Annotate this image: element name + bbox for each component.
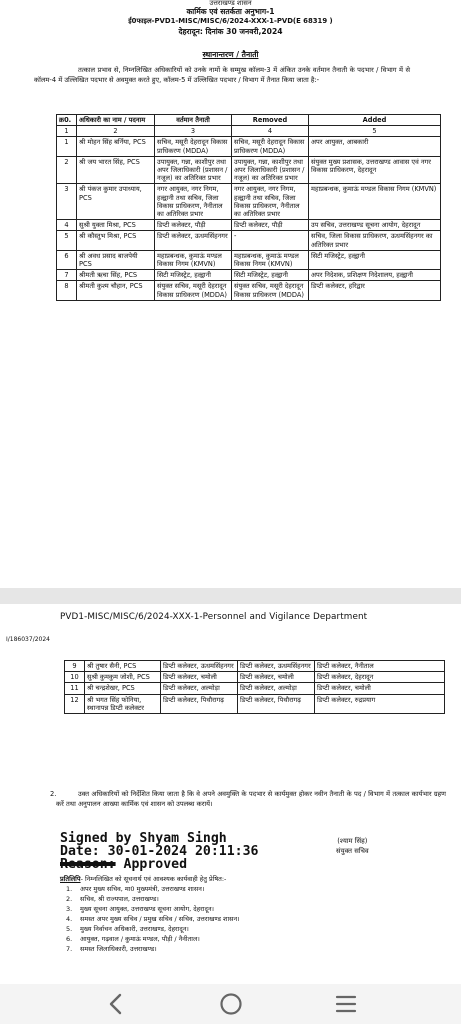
header-cell: वर्तमान तैनाती [155, 115, 232, 126]
current-posting-cell: डिप्टी कलेक्टर, ऊधमसिंहनगर [161, 661, 238, 672]
serial-number-cell: 12 [65, 694, 85, 713]
back-icon[interactable] [103, 992, 129, 1016]
column-number: 2 [77, 126, 155, 137]
reason-value: Approved [123, 857, 188, 872]
serial-number-cell: 2 [57, 156, 77, 184]
added-cell: सचिव, जिला विकास प्राधिकरण, ऊधमसिंहनगर का अतिरिक्त प्रभार [309, 231, 441, 250]
current-posting-cell: सचिव, मसूरी देहरादून विकास प्राधिकरण (MDDA) [155, 137, 232, 156]
officer-name-cell: श्रीमती ऋचा सिंह, PCS [77, 270, 155, 281]
removed-cell: उपायुक्त, गन्ना, काशीपुर तथा अपर जिलाधिकारी (प्रशासन / नजूल) का अतिरिक्त प्रभार [232, 156, 309, 184]
home-icon-glyph [218, 992, 244, 1016]
list-item-text: अपर मुख्य सचिव, मा0 मुख्यमंत्री, उत्तराखण्ड शासन। [80, 885, 205, 893]
list-item-text: मुख्य निर्वाचन अधिकारी, उत्तराखण्ड, देहरादून। [80, 925, 189, 933]
current-posting-cell: डिप्टी कलेक्टर, चमोली [161, 672, 238, 683]
added-cell: संयुक्त मुख्य प्रशासक, उत्तराखण्ड आवास एवं नगर विकास प्राधिकरण, देहरादून [309, 156, 441, 184]
signed-by: Signed by Shyam Singh [60, 831, 227, 846]
serial-number-cell: 1 [57, 137, 77, 156]
list-item-text: सचिव, श्री राज्यपाल, उत्तराखण्ड। [80, 895, 159, 903]
table-row [57, 156, 441, 184]
header-cell: Added [309, 115, 441, 126]
paragraph-number: 2. [50, 790, 57, 798]
list-item-number: 4. [66, 915, 73, 923]
current-posting-cell: डिप्टी कलेक्टर, ऊधमसिंहनगर [155, 231, 232, 250]
table-column-number-row [57, 126, 441, 137]
current-posting-cell: सिटी मजिस्ट्रेट, हल्द्वानी [155, 270, 232, 281]
added-cell: अपर आयुक्त, आबकारी [309, 137, 441, 156]
officer-name-cell: श्री चन्द्रशेखर, PCS [85, 683, 161, 694]
removed-cell: सिटी मजिस्ट्रेट, हल्द्वानी [232, 270, 309, 281]
list-item [66, 904, 440, 914]
officer-name-cell: श्री तुषार सैनी, PCS [85, 661, 161, 672]
removed-cell: संयुक्त सचिव, मसूरी देहरादून विकास प्राधिकरण (MDDA) [232, 281, 309, 300]
current-posting-cell: महाप्रबन्धक, कुमाऊं मण्डल विकास निगम (KMVN) [155, 250, 232, 269]
column-number: 1 [57, 126, 77, 137]
officer-name-cell: श्री कौस्तुभ मिश्रा, PCS [77, 231, 155, 250]
list-item-number: 2. [66, 895, 73, 903]
officer-name-cell: श्री अवध प्रसाद बाजपेयी PCS [77, 250, 155, 269]
list-item-number: 3. [66, 905, 73, 913]
copy-to-text: - निम्नलिखित को सूचनार्थ एवं आवश्यक कार्यवाही हेतु प्रेषित:- [80, 875, 227, 883]
copy-to-label: प्रतिलिपि [60, 875, 81, 883]
column-number: 3 [155, 126, 232, 137]
column-number: 4 [232, 126, 309, 137]
removed-cell: सचिव, मसूरी देहरादून विकास प्राधिकरण (MDDA) [232, 137, 309, 156]
serial-number-cell: 3 [57, 184, 77, 220]
removed-cell: डिप्टी कलेक्टर, पौड़ी [232, 220, 309, 231]
officer-name-cell: श्री मोहन सिंह बर्निया, PCS [77, 137, 155, 156]
removed-cell: डिप्टी कलेक्टर, ऊधमसिंहनगर [238, 661, 315, 672]
officer-name-cell: श्री भगत सिंह फोनिया, स्थानापन्न डिप्टी कलेक्टर [85, 694, 161, 713]
added-cell: अपर निदेशक, प्रशिक्षण निदेशालय, हल्द्वानी [309, 270, 441, 281]
list-item-number: 1. [66, 885, 73, 893]
list-item-text: समस्त अपर मुख्य सचिव / प्रमुख सचिव / सचिव, उत्तराखण्ड शासन। [80, 915, 240, 923]
list-item [66, 884, 440, 894]
added-cell: डिप्टी कलेक्टर, हरिद्वार [309, 281, 441, 300]
list-item [66, 934, 440, 944]
current-posting-cell: उपायुक्त, गन्ना, काशीपुर तथा अपर जिलाधिकारी (प्रशासन / नजूल) का अतिरिक्त प्रभार [155, 156, 232, 184]
header-cell: क्र0. [57, 115, 77, 126]
table-row [65, 661, 445, 672]
menu-icon[interactable] [333, 992, 359, 1016]
table-row [57, 220, 441, 231]
table-row [65, 683, 445, 694]
copy-to-section [60, 874, 440, 954]
table-body [65, 661, 445, 714]
added-cell: डिप्टी कलेक्टर, देहरादून [315, 672, 445, 683]
table-row [65, 694, 445, 713]
document-subject: स्थानान्तरण / तैनाती [202, 50, 259, 59]
list-item [66, 924, 440, 934]
header-government: उत्तराखण्ड शासन [209, 0, 252, 7]
officer-name-cell: श्रीमती कुश्म चौहान, PCS [77, 281, 155, 300]
table-row [57, 250, 441, 269]
table-body [57, 137, 441, 300]
current-posting-cell: डिप्टी कलेक्टर, पौड़ी [155, 220, 232, 231]
serial-number-cell: 9 [65, 661, 85, 672]
copy-to-list [66, 884, 440, 954]
copy-to-heading [60, 874, 440, 884]
table-header-row [57, 115, 441, 126]
removed-cell: डिप्टी कलेक्टर, पिथौरागढ़ [238, 694, 315, 713]
officer-name-cell: सुश्री कुमकुम जोशी, PCS [85, 672, 161, 683]
table-row [57, 184, 441, 220]
officer-designation: संयुक्त सचिव [336, 847, 369, 855]
serial-number-cell: 10 [65, 672, 85, 683]
added-cell: उप सचिव, उत्तराखण्ड सूचना आयोग, देहरादून [309, 220, 441, 231]
document-page-2 [0, 604, 461, 984]
removed-cell: - [232, 231, 309, 250]
back-icon-glyph [103, 992, 129, 1016]
removed-cell: डिप्टी कलेक्टर, अल्मोड़ा [238, 683, 315, 694]
removed-cell: डिप्टी कलेक्टर, चमोली [238, 672, 315, 683]
added-cell: डिप्टी कलेक्टर, रुद्रप्रयाग [315, 694, 445, 713]
header-cell: Removed [232, 115, 309, 126]
list-item-text: आयुक्त, गढ़वाल / कुमाऊं मण्डल, पौड़ी / नैनीताल। [80, 935, 200, 943]
serial-number-cell: 11 [65, 683, 85, 694]
serial-number-cell: 6 [57, 250, 77, 269]
table-row [65, 672, 445, 683]
list-item [66, 914, 440, 924]
transfer-table-continued [64, 660, 445, 714]
list-item [66, 944, 440, 954]
android-navigation-bar [0, 984, 461, 1024]
reason-label: Reason: [60, 857, 116, 872]
serial-number-cell: 5 [57, 231, 77, 250]
list-item-number: 6. [66, 935, 73, 943]
officer-name: (श्याम सिंह) [337, 837, 368, 845]
serial-number-cell: 7 [57, 270, 77, 281]
officer-name-cell: श्री पंकज कुमार उपाध्याय, PCS [77, 184, 155, 220]
table-row [57, 137, 441, 156]
instruction-paragraph [50, 790, 446, 809]
officer-name-cell: सुश्री युक्ता मिश्रा, PCS [77, 220, 155, 231]
removed-cell: महाप्रबन्धक, कुमाऊं मण्डल विकास निगम (KMVN) [232, 250, 309, 269]
list-item [66, 894, 440, 904]
table-row [57, 231, 441, 250]
signature-reason [60, 858, 259, 871]
serial-number-cell: 4 [57, 220, 77, 231]
header-department: कार्मिक एवं सतर्कता अनुभाग-1 [186, 7, 275, 16]
list-item-number: 7. [66, 945, 73, 953]
digital-signature [60, 832, 259, 871]
current-posting-cell: डिप्टी कलेक्टर, पिथौरागढ़ [161, 694, 238, 713]
list-item-text: समस्त जिलाधिकारी, उत्तराखण्ड। [80, 945, 157, 953]
column-number: 5 [309, 126, 441, 137]
table-row [57, 281, 441, 300]
signature-date: Date: 30-01-2024 20:11:36 [60, 844, 259, 859]
page-separator [0, 588, 461, 604]
current-posting-cell: नगर आयुक्त, नगर निगम, हल्द्वानी तथा सचिव, जिला विकास प्राधिकरण, नैनीताल का अतिरिक्त प्रभार [155, 184, 232, 220]
home-icon[interactable] [218, 992, 244, 1016]
transfer-table [56, 114, 441, 301]
paragraph-text: उक्त अधिकारियों को निर्देशित किया जाता है कि वे अपने अवमुक्ति के पदभार से कार्यमुक्त होकर नवीन तैनाती के पद / विभाग में तत्काल कार्यभार ग्रहण करें तथा अनुपालन आख्या कार्मिक एवं शासन को उपलब्ध करायें। [56, 790, 446, 808]
header-date: देहरादून: दिनांक 30 जनवरी,2024 [178, 27, 283, 36]
added-cell: डिप्टी कलेक्टर, चमोली [315, 683, 445, 694]
current-posting-cell: डिप्टी कलेक्टर, अल्मोड़ा [161, 683, 238, 694]
removed-cell: नगर आयुक्त, नगर निगम, हल्द्वानी तथा सचिव, जिला विकास प्राधिकरण, नैनीताल का अतिरिक्त प्रभार [232, 184, 309, 220]
added-cell: सिटी मजिस्ट्रेट, हल्द्वानी [309, 250, 441, 269]
page-title: PVD1-MISC/MISC/6/2024-XXX-1-Personnel and Vigilance Department [60, 612, 368, 622]
current-posting-cell: संयुक्त सचिव, मसूरी देहरादून विकास प्राधिकरण (MDDA) [155, 281, 232, 300]
table-row [57, 270, 441, 281]
list-item-text: मुख्य सूचना आयुक्त, उत्तराखण्ड सूचना आयोग, देहरादून। [80, 905, 215, 913]
header-file-number: ई0फाइल-PVD1-MISC/MISC/6/2024-XXX-1-PVD(E 68319 ) [128, 17, 333, 25]
header-cell: अधिकारी का नाम / पदनाम [77, 115, 155, 126]
added-cell: महाप्रबन्धक, कुमाऊं मण्डल विकास निगम (KMVN) [309, 184, 441, 220]
officer-name-cell: श्री जय भारत सिंह, PCS [77, 156, 155, 184]
menu-icon-glyph [333, 992, 359, 1016]
list-item-number: 5. [66, 925, 73, 933]
signing-officer [336, 836, 369, 856]
serial-number-cell: 8 [57, 281, 77, 300]
document-reference: I/186037/2024 [6, 636, 50, 643]
added-cell: डिप्टी कलेक्टर, नैनीताल [315, 661, 445, 672]
intro-paragraph: तत्काल प्रभाव से, निम्नलिखित अधिकारियों को उनके नामों के सम्मुख कॉलम-3 में अंकित उनके वर्तमान तैनाती के पदभार / विभाग में से कॉलम-4 में उल्लिखित पदभार से अवमुक्त करते हुए, कॉलम-5 में उल्लिखित पदभार / विभाग में तैनात किया जाता है:- [34, 66, 410, 84]
